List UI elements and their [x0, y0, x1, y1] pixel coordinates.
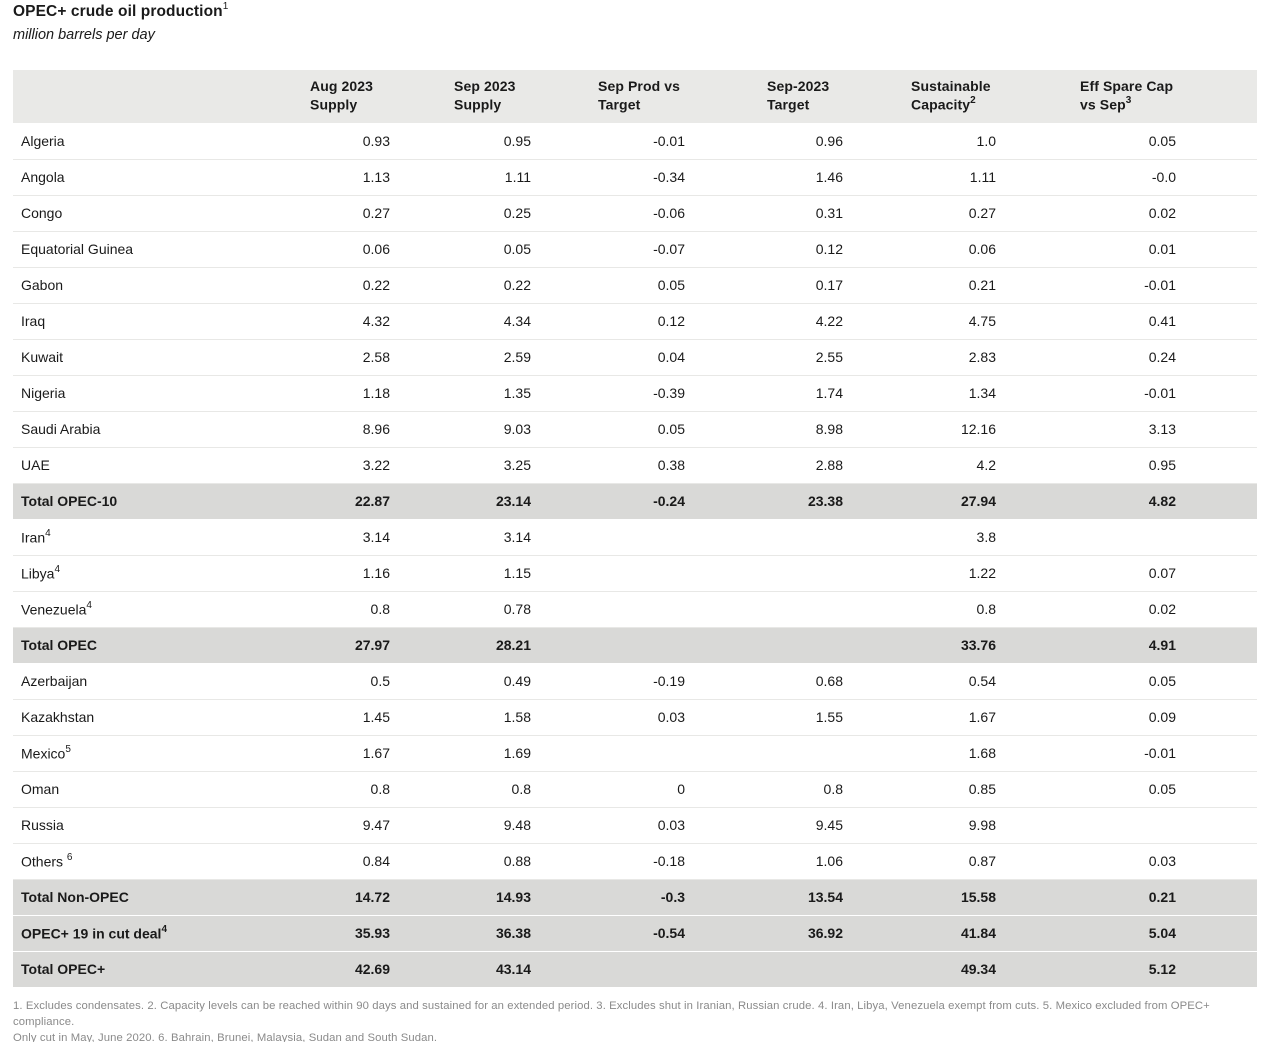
row-label: OPEC+ 19 in cut deal$^4$: [13, 915, 296, 951]
cell-value: -0.0: [1066, 159, 1257, 195]
cell-value: [753, 735, 897, 771]
footnote-line1: 1. Excludes condensates. 2. Capacity levels can be reached within 90 days and sustained for an extended period. 3. Excludes shut in Iranian, Russian crude. 4. Iran, Libya, Venezuela exempt from cuts. 5. Mexico excluded from OPEC+ compliance.: [13, 999, 1210, 1028]
cell-value: 0.05: [440, 231, 584, 267]
col-header-line2: Supply: [454, 96, 502, 113]
cell-value: [753, 555, 897, 591]
cell-value: 0.41: [1066, 303, 1257, 339]
cell-value: 0.21: [1066, 879, 1257, 915]
table-row: [13, 231, 1257, 267]
cell-value: 0.27: [296, 195, 440, 231]
row-label: Congo: [13, 195, 296, 231]
cell-value: 0.22: [440, 267, 584, 303]
table-row-total: [13, 627, 1257, 663]
row-label-footnote-marker: 4: [161, 923, 167, 935]
cell-value: 0.8: [897, 591, 1066, 627]
col-header-line2: vs Sep: [1080, 96, 1126, 113]
cell-value: 3.8: [897, 519, 1066, 555]
cell-value: 0.01: [1066, 231, 1257, 267]
cell-value: 0: [584, 771, 753, 807]
row-label: Equatorial Guinea: [13, 231, 296, 267]
cell-value: 4.75: [897, 303, 1066, 339]
cell-value: 4.34: [440, 303, 584, 339]
col-header-line2: Target: [598, 96, 641, 113]
table-row: [13, 663, 1257, 699]
cell-value: [753, 627, 897, 663]
cell-value: 0.88: [440, 843, 584, 879]
table-row: [13, 411, 1257, 447]
cell-value: [753, 519, 897, 555]
footnote-line2: Only cut in May, June 2020. 6. Bahrain, Brunei, Malaysia, Sudan and South Sudan.: [13, 1031, 438, 1042]
cell-value: 0.05: [1066, 771, 1257, 807]
col-header-sep-2023-target: [753, 70, 897, 123]
cell-value: [584, 951, 753, 987]
row-label: Total OPEC-10: [13, 483, 296, 519]
cell-value: 1.16: [296, 555, 440, 591]
cell-value: 1.18: [296, 375, 440, 411]
table-row: [13, 771, 1257, 807]
cell-value: 1.67: [897, 699, 1066, 735]
cell-value: 0.5: [296, 663, 440, 699]
cell-value: 0.31: [753, 195, 897, 231]
cell-value: 9.03: [440, 411, 584, 447]
col-header-line1: Sep-2023: [767, 78, 830, 95]
cell-value: 3.14: [440, 519, 584, 555]
row-label: UAE: [13, 447, 296, 483]
cell-value: 43.14: [440, 951, 584, 987]
cell-value: 0.27: [897, 195, 1066, 231]
cell-value: -0.01: [584, 123, 753, 159]
cell-value: 3.22: [296, 447, 440, 483]
col-header-line2: Capacity: [911, 96, 971, 113]
table-row: [13, 843, 1257, 879]
cell-value: 2.83: [897, 339, 1066, 375]
row-label: Oman: [13, 771, 296, 807]
cell-value: 1.15: [440, 555, 584, 591]
table-row: [13, 159, 1257, 195]
row-label: Total Non-OPEC: [13, 879, 296, 915]
table-row: [13, 699, 1257, 735]
cell-value: 0.06: [296, 231, 440, 267]
cell-value: 0.25: [440, 195, 584, 231]
cell-value: 0.95: [440, 123, 584, 159]
cell-value: [1066, 807, 1257, 843]
cell-value: [753, 951, 897, 987]
row-label-footnote-marker: 5: [65, 743, 71, 755]
table-row: [13, 519, 1257, 555]
cell-value: -0.24: [584, 483, 753, 519]
cell-value: 0.02: [1066, 591, 1257, 627]
row-label: Kazakhstan: [13, 699, 296, 735]
row-label-footnote-marker: 4: [54, 563, 61, 575]
cell-value: 0.12: [584, 303, 753, 339]
cell-value: 1.55: [753, 699, 897, 735]
cell-value: 9.47: [296, 807, 440, 843]
table-row: [13, 735, 1257, 771]
col-header-line1: Aug 2023: [310, 78, 374, 95]
cell-value: [584, 555, 753, 591]
cell-value: 3.14: [296, 519, 440, 555]
cell-value: 0.68: [753, 663, 897, 699]
cell-value: 1.0: [897, 123, 1066, 159]
cell-value: 0.06: [897, 231, 1066, 267]
cell-value: -0.01: [1066, 267, 1257, 303]
cell-value: 1.06: [753, 843, 897, 879]
cell-value: 0.49: [440, 663, 584, 699]
table-row-total: [13, 483, 1257, 519]
cell-value: 2.55: [753, 339, 897, 375]
row-label: Angola: [13, 159, 296, 195]
col-header-country: [13, 70, 296, 123]
page-title: [13, 2, 1284, 21]
cell-value: 4.2: [897, 447, 1066, 483]
cell-value: 4.82: [1066, 483, 1257, 519]
table-row: [13, 555, 1257, 591]
cell-value: 4.32: [296, 303, 440, 339]
cell-value: 0.87: [897, 843, 1066, 879]
cell-value: 0.03: [1066, 843, 1257, 879]
row-label: Mexico$^5$: [13, 735, 296, 771]
cell-value: 13.54: [753, 879, 897, 915]
cell-value: 1.11: [897, 159, 1066, 195]
col-header-sustainable-capacity: [897, 70, 1066, 123]
table-row: [13, 375, 1257, 411]
cell-value: 1.22: [897, 555, 1066, 591]
cell-value: 1.35: [440, 375, 584, 411]
table-header-row: [13, 70, 1257, 123]
cell-value: 36.92: [753, 915, 897, 951]
cell-value: 1.68: [897, 735, 1066, 771]
cell-value: 4.22: [753, 303, 897, 339]
cell-value: 28.21: [440, 627, 584, 663]
row-label: Total OPEC+: [13, 951, 296, 987]
col-header-aug-2023-supply: [296, 70, 440, 123]
cell-value: 1.11: [440, 159, 584, 195]
col-header-sep-prod-vs-target: [584, 70, 753, 123]
cell-value: 41.84: [897, 915, 1066, 951]
cell-value: 49.34: [897, 951, 1066, 987]
cell-value: 0.05: [584, 411, 753, 447]
cell-value: 14.93: [440, 879, 584, 915]
cell-value: 0.8: [440, 771, 584, 807]
cell-value: 33.76: [897, 627, 1066, 663]
cell-value: 0.54: [897, 663, 1066, 699]
cell-value: 35.93: [296, 915, 440, 951]
cell-value: 0.02: [1066, 195, 1257, 231]
cell-value: [584, 735, 753, 771]
row-label-footnote-marker: 6: [66, 851, 73, 863]
cell-value: 0.38: [584, 447, 753, 483]
cell-value: -0.07: [584, 231, 753, 267]
row-label: Others $^6$: [13, 843, 296, 879]
cell-value: 5.12: [1066, 951, 1257, 987]
cell-value: 9.48: [440, 807, 584, 843]
col-header-line1: Eff Spare Cap: [1080, 78, 1174, 95]
cell-value: 8.96: [296, 411, 440, 447]
cell-value: 0.03: [584, 699, 753, 735]
cell-value: 0.24: [1066, 339, 1257, 375]
cell-value: 0.8: [296, 771, 440, 807]
cell-value: 9.45: [753, 807, 897, 843]
cell-value: 1.46: [753, 159, 897, 195]
cell-value: 0.04: [584, 339, 753, 375]
cell-value: -0.39: [584, 375, 753, 411]
cell-value: 23.38: [753, 483, 897, 519]
cell-value: 0.07: [1066, 555, 1257, 591]
row-label-footnote-marker: 4: [45, 527, 51, 539]
cell-value: [753, 591, 897, 627]
cell-value: -0.01: [1066, 735, 1257, 771]
cell-value: 1.58: [440, 699, 584, 735]
table-row: [13, 447, 1257, 483]
col-header-line1: Sustainable: [911, 78, 991, 95]
cell-value: [1066, 519, 1257, 555]
row-label: Iraq: [13, 303, 296, 339]
col-header-sep-2023-supply: [440, 70, 584, 123]
cell-value: 2.88: [753, 447, 897, 483]
cell-value: -0.3: [584, 879, 753, 915]
cell-value: 1.69: [440, 735, 584, 771]
cell-value: -0.18: [584, 843, 753, 879]
col-header-line2: Supply: [310, 96, 358, 113]
page: [0, 2, 1284, 1042]
cell-value: 22.87: [296, 483, 440, 519]
cell-value: 36.38: [440, 915, 584, 951]
col-header-line1: Sep Prod vs: [598, 78, 681, 95]
cell-value: 8.98: [753, 411, 897, 447]
cell-value: 0.05: [1066, 123, 1257, 159]
cell-value: 42.69: [296, 951, 440, 987]
cell-value: 0.09: [1066, 699, 1257, 735]
cell-value: 0.03: [584, 807, 753, 843]
cell-value: 1.45: [296, 699, 440, 735]
row-label: Libya$^4$: [13, 555, 296, 591]
cell-value: 0.93: [296, 123, 440, 159]
cell-value: 0.78: [440, 591, 584, 627]
cell-value: 0.8: [296, 591, 440, 627]
cell-value: 27.97: [296, 627, 440, 663]
cell-value: 0.22: [296, 267, 440, 303]
row-label: Venezuela$^4$: [13, 591, 296, 627]
table-body: [13, 123, 1257, 987]
cell-value: [584, 519, 753, 555]
table-row: [13, 123, 1257, 159]
cell-value: 5.04: [1066, 915, 1257, 951]
table-header: [13, 70, 1257, 123]
col-header-eff-spare-cap: [1066, 70, 1257, 123]
row-label: Nigeria: [13, 375, 296, 411]
cell-value: 0.17: [753, 267, 897, 303]
cell-value: 1.67: [296, 735, 440, 771]
table-row-total: [13, 915, 1257, 951]
cell-value: 0.84: [296, 843, 440, 879]
cell-value: 14.72: [296, 879, 440, 915]
table-row: [13, 267, 1257, 303]
row-label: Kuwait: [13, 339, 296, 375]
page-title-footnote-marker: 1: [222, 1, 229, 12]
cell-value: [584, 627, 753, 663]
cell-value: 1.13: [296, 159, 440, 195]
cell-value: -0.34: [584, 159, 753, 195]
col-header-line2: Target: [767, 96, 810, 113]
cell-value: 0.05: [1066, 663, 1257, 699]
page-subtitle: million barrels per day: [13, 27, 155, 44]
row-label: Gabon: [13, 267, 296, 303]
footnote: [13, 998, 1257, 1042]
cell-value: 0.05: [584, 267, 753, 303]
cell-value: 9.98: [897, 807, 1066, 843]
cell-value: 1.74: [753, 375, 897, 411]
table-row-total: [13, 879, 1257, 915]
col-header-footnote-marker: 3: [1125, 95, 1132, 107]
cell-value: -0.54: [584, 915, 753, 951]
col-header-line1: Sep 2023: [454, 78, 516, 95]
table-row-total: [13, 951, 1257, 987]
cell-value: -0.06: [584, 195, 753, 231]
cell-value: 27.94: [897, 483, 1066, 519]
cell-value: 3.13: [1066, 411, 1257, 447]
table-row: [13, 807, 1257, 843]
cell-value: 2.59: [440, 339, 584, 375]
table-row: [13, 195, 1257, 231]
row-label: Azerbaijan: [13, 663, 296, 699]
cell-value: [584, 591, 753, 627]
cell-value: 1.34: [897, 375, 1066, 411]
cell-value: 0.95: [1066, 447, 1257, 483]
row-label: Russia: [13, 807, 296, 843]
cell-value: 23.14: [440, 483, 584, 519]
row-label: Saudi Arabia: [13, 411, 296, 447]
cell-value: 0.96: [753, 123, 897, 159]
row-label: Iran$^4$: [13, 519, 296, 555]
cell-value: 12.16: [897, 411, 1066, 447]
page-title-text: OPEC+ crude oil production: [13, 3, 223, 21]
table-row: [13, 339, 1257, 375]
cell-value: -0.19: [584, 663, 753, 699]
row-label: Algeria: [13, 123, 296, 159]
row-label-footnote-marker: 4: [86, 599, 92, 611]
col-header-footnote-marker: 2: [970, 95, 976, 107]
cell-value: 0.12: [753, 231, 897, 267]
cell-value: 4.91: [1066, 627, 1257, 663]
cell-value: 2.58: [296, 339, 440, 375]
cell-value: 3.25: [440, 447, 584, 483]
cell-value: 0.85: [897, 771, 1066, 807]
production-table: [13, 70, 1257, 988]
cell-value: 0.8: [753, 771, 897, 807]
table-row: [13, 303, 1257, 339]
row-label: Total OPEC: [13, 627, 296, 663]
cell-value: 0.21: [897, 267, 1066, 303]
cell-value: 15.58: [897, 879, 1066, 915]
table-row: [13, 591, 1257, 627]
cell-value: -0.01: [1066, 375, 1257, 411]
